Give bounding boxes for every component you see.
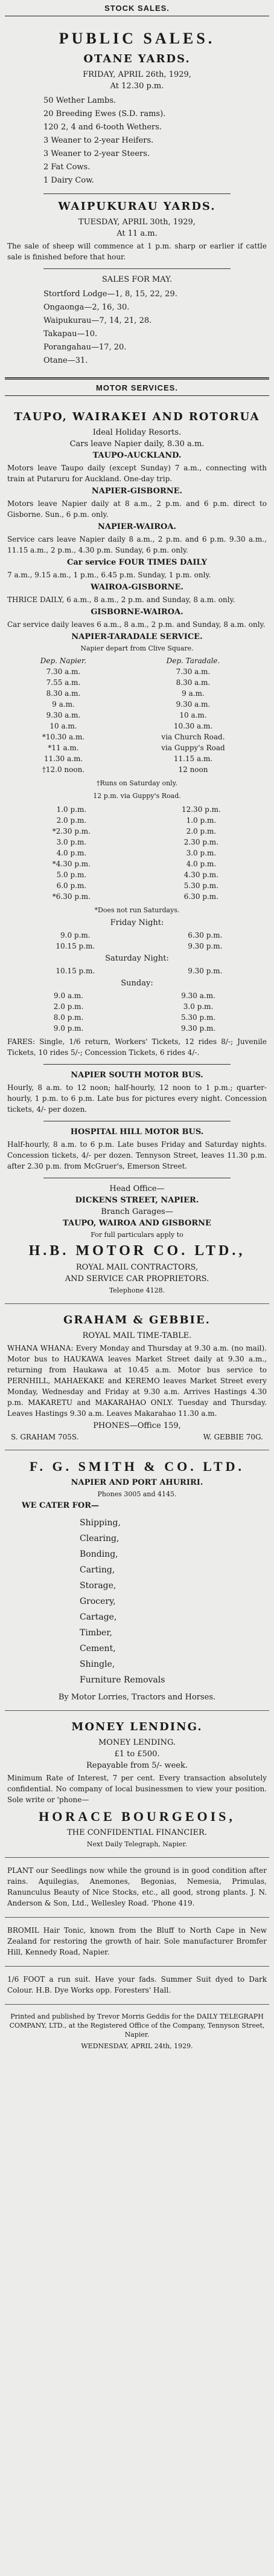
napier-gisborne-text: Motors leave Napier daily at 8 a.m., 2 p.m. and 6 p.m. direct to Gisborne. Sun., 6 p.m. only. — [7, 499, 267, 519]
service-item: Grocery, — [80, 1597, 116, 1606]
graham-gebbie-title: GRAHAM & GEBBIE. — [63, 1314, 211, 1326]
timetable-row: 8.0 p.m. 5.30 p.m. — [53, 1013, 216, 1022]
graham-phone-row — [11, 1433, 263, 1441]
hb-motor-phone: Telephone 4128. — [109, 1286, 165, 1294]
pm-timetable — [7, 804, 267, 902]
may-sale: Ongaonga—2, 16, 30. — [43, 303, 130, 312]
otane-yards-title: OTANE YARDS. — [83, 53, 191, 65]
timetable-row: 3.0 p.m. 2.30 p.m. — [56, 838, 219, 846]
taupo-auckland-head: TAUPO-AUCKLAND. — [92, 451, 182, 460]
smith-sub: NAPIER AND PORT AHURIRI. — [71, 1478, 203, 1487]
sunday-head: Sunday: — [121, 979, 153, 988]
napier-wairoa-head: NAPIER-WAIROA. — [98, 522, 176, 531]
saturday-guppy-note: 12 p.m. via Guppy's Road. — [93, 792, 181, 800]
service-car-proprietors: AND SERVICE CAR PROPRIETORS. — [65, 1274, 209, 1283]
seedlings-ad — [5, 1858, 269, 1918]
saturday-night-head: Saturday Night: — [105, 954, 169, 963]
may-sale: Takapau—10. — [43, 329, 98, 339]
public-sales-title: PUBLIC SALES. — [59, 30, 215, 47]
horace-address: Next Daily Telegraph, Napier. — [86, 1840, 188, 1848]
smith-motor-line: By Motor Lorries, Tractors and Horses. — [58, 1693, 216, 1702]
waipukurau-date: TUESDAY, APRIL 30th, 1929, — [78, 218, 196, 227]
timetable-row: 9.30 a.m. 10 a.m. — [46, 711, 207, 719]
timetable-row: 4.0 p.m. 3.0 p.m. — [56, 849, 217, 857]
may-sale: Waipukurau—7, 14, 21, 28. — [43, 316, 152, 325]
stock-entry: 50 Wether Lambs. — [43, 96, 116, 105]
branch-label: Branch Garages— — [101, 1207, 173, 1216]
service-item: Timber, — [80, 1628, 112, 1638]
graham-phones: PHONES—Office 159, — [93, 1421, 181, 1430]
money-lending-title: MONEY LENDING. — [71, 1721, 203, 1733]
timetable-row: 6.0 p.m. 5.30 p.m. — [56, 881, 219, 890]
saturday-note: †Runs on Saturday only. — [97, 779, 177, 787]
stock-entry: 3 Weaner to 2-year Heifers. — [43, 136, 154, 145]
timetable-row: 9.0 p.m. 6.30 p.m. — [60, 931, 223, 939]
timetable-row: †12.0 noon. 12 noon — [42, 765, 208, 774]
timetable-row: 9 a.m. 9.30 a.m. — [52, 700, 211, 709]
branch-list: TAUPO, WAIROA AND GISBORNE — [63, 1219, 211, 1228]
route-sub: Ideal Holiday Resorts. — [92, 428, 182, 437]
friday-night-head: Friday Night: — [110, 918, 164, 927]
gisborne-wairoa-head: GISBORNE-WAIROA. — [91, 608, 183, 617]
stock-entry: 120 2, 4 and 6-tooth Wethers. — [43, 123, 162, 132]
waipukurau-title: WAIPUKURAU YARDS. — [58, 200, 216, 213]
napier-south-text: Hourly, 8 a.m. to 12 noon; half-hourly, 12 noon to 1 p.m.; quarter-hourly, 1 p.m. to 6 p.m. Late bus for pictures every night. Concession tickets, 4/- per dozen. — [7, 1083, 267, 1114]
graham-gebbie-ad — [5, 1304, 269, 1450]
col-dep-napier: Dep. Napier. — [40, 657, 87, 665]
timetable-row: 7.55 a.m. 8.30 a.m. — [46, 678, 211, 687]
stock-sales-header: STOCK SALES. — [5, 0, 269, 16]
stock-entry: 1 Dairy Cow. — [43, 176, 94, 185]
gisborne-wairoa-text: Car service daily leaves 6 a.m., 8 a.m., 2 p.m. and Sunday, 8 a.m. only. — [7, 620, 266, 629]
four-times-text: 7 a.m., 9.15 a.m., 1 p.m., 6.45 p.m. Sunday, 1 p.m. only. — [7, 571, 211, 579]
stock-entry: 3 Weaner to 2-year Steers. — [43, 149, 150, 158]
timetable-row: 2.0 p.m. 3.0 p.m. — [53, 1002, 214, 1011]
divider — [43, 268, 231, 269]
timetable-row: 10 a.m. 10.30 a.m. — [49, 722, 213, 730]
col-dep-taradale: Dep. Taradale. — [166, 657, 220, 665]
gebbie-phone: W. GEBBIE 70G. — [203, 1433, 263, 1441]
smith-services — [7, 1515, 267, 1688]
four-times-head: Car service FOUR TIMES DAILY — [66, 558, 207, 567]
saturday-timetable — [7, 965, 267, 976]
fares-text: FARES: Single, 1/6 return, Workers' Tickets, 12 rides 8/-; Juvenile Tickets, 10 rides 5/-; Concession Tickets, 6 rides 4/-. — [7, 1037, 267, 1057]
may-sale: Otane—31. — [43, 356, 88, 365]
timetable-row: 11.30 a.m. 11.15 a.m. — [43, 754, 213, 763]
service-item: Shipping, — [80, 1518, 121, 1528]
napier-taradale-head: NAPIER-TARADALE SERVICE. — [71, 632, 203, 641]
stock-list — [7, 94, 267, 187]
stock-entry: 20 Breeding Ewes (S.D. rams). — [43, 109, 166, 118]
we-cater-for: WE CATER FOR— — [22, 1501, 100, 1510]
service-item: Cement, — [80, 1644, 116, 1653]
particulars-text: For full particulars apply to — [91, 1231, 183, 1239]
timetable-row: 1.0 p.m. 12.30 p.m. — [56, 805, 221, 814]
service-item: Carting, — [80, 1565, 115, 1575]
hb-motor-company: H.B. MOTOR CO. LTD., — [28, 1243, 246, 1259]
imprint-date: WEDNESDAY, APRIL 24th, 1929. — [81, 2042, 193, 2050]
graham-gebbie-text: WHANA WHANA: Every Monday and Thursday at 9.30 a.m. (no mail). Motor bus to HAUKAWA leaves Market Street daily at 9.30 a.m., returning from Haukawa at 10.45 a.m. Motor bus service to PERNHILL, MAHAEKAKE and KEREMO leaves Market Street every Monday, Wednesday and Friday at 9.30 a.m. Arrives Hastings 4.30 p.m. MAKARETU and MAKARAHAO ONLY. Tuesday and Thursday. Leaves Hastings 9.30 a.m. Leaves Makarahao 11.30 a.m. — [7, 1344, 267, 1418]
waipukurau-time: At 11 a.m. — [116, 229, 158, 238]
money-lending-ad — [5, 1711, 269, 1858]
friday-timetable — [7, 930, 267, 952]
hospital-hill-text: Half-hourly, 8 a.m. to 6 p.m. Late buses Friday and Saturday nights. Concession tickets, 4/- per dozen. Tennyson Street, leaves 11.30 p.m. after 2.30 p.m. from McGruer's, Emerson Street. — [7, 1140, 267, 1170]
service-item: Bonding, — [80, 1549, 118, 1559]
sale-time: At 12.30 p.m. — [110, 82, 164, 91]
sale-date: FRIDAY, APRIL 26th, 1929, — [83, 70, 191, 79]
bromil-ad — [5, 1918, 269, 1967]
taradale-timetable — [7, 655, 267, 775]
imprint — [5, 2005, 269, 2059]
timetable-row: 10.15 p.m. 9.30 p.m. — [56, 967, 223, 975]
route-head: TAUPO, WAIRAKEI AND ROTORUA — [14, 410, 260, 423]
seedlings-text: PLANT our Seedlings now while the ground is in good condition after rains. Aquilegias, Anemones, Begonias, Nemesia, Primulas, Ranunculus Beauty of Nice Stocks, etc., all good, strong plants. J. N. Anderson & Son, Ltd., Wellesley Road. 'Phone 419. — [7, 1866, 267, 1907]
public-sales-ad — [5, 21, 269, 378]
divider — [43, 193, 231, 194]
taupo-auckland-text: Motors leave Taupo daily (except Sunday) 7 a.m., connecting with train at Putaruru for Auckland. One-day trip. — [7, 464, 267, 483]
napier-south-head: NAPIER SOUTH MOTOR BUS. — [71, 1071, 203, 1080]
smith-title: F. G. SMITH & CO. LTD. — [30, 1459, 244, 1474]
timetable-row: *2.30 p.m. 2.0 p.m. — [52, 827, 217, 835]
may-sale: Porangahau—17, 20. — [43, 343, 127, 352]
timetable-row: 9.0 p.m. 9.30 p.m. — [53, 1024, 216, 1033]
stock-entry: 2 Fat Cows. — [43, 163, 91, 172]
timetable-row: 7.30 a.m. 7.30 a.m. — [46, 667, 211, 676]
service-item: Storage, — [80, 1581, 116, 1591]
wairoa-gisborne-text: THRICE DAILY, 6 a.m., 8 a.m., 2 p.m. and Sunday, 8 a.m. only. — [7, 595, 235, 604]
timetable-row: 10.15 p.m. 9.30 p.m. — [56, 942, 223, 950]
imprint-text: Printed and published by Trevor Morris Geddis for the DAILY TELEGRAPH COMPANY, LTD., at the Registered Office of the Company, Tennyson Street, Napier. — [9, 2013, 265, 2039]
money-lending-sub: MONEY LENDING. — [98, 1738, 176, 1747]
wairoa-gisborne-head: WAIROA-GISBORNE. — [91, 583, 183, 592]
timetable-row: *6.30 p.m. 6.30 p.m. — [52, 892, 219, 901]
hospital-hill-head: HOSPITAL HILL MOTOR BUS. — [70, 1127, 204, 1137]
smith-phones: Phones 3005 and 4145. — [97, 1490, 177, 1498]
timetable-row: *10.30 a.m. via Church Road. — [42, 733, 225, 741]
dye-works-ad — [5, 1967, 269, 2005]
smith-ad — [5, 1450, 269, 1711]
head-office-address: DICKENS STREET, NAPIER. — [75, 1196, 199, 1205]
service-item: Shingle, — [80, 1659, 115, 1669]
bromil-text: BROMIL Hair Tonic, known from the Bluff to North Cape in New Zealand for restoring the growth of hair. Sole manufacturer Bromfer Hill, Kennedy Road, Napier. — [7, 1926, 267, 1956]
napier-gisborne-head: NAPIER-GISBORNE. — [91, 487, 183, 496]
royal-mail-contractors: ROYAL MAIL CONTRACTORS, — [75, 1263, 199, 1272]
head-office-label: Head Office— — [109, 1184, 165, 1193]
dye-works-text: 1/6 FOOT a run suit. Have your fads. Summer Suit dyed to Dark Colour. H.B. Dye Works opp. Foresters' Hall. — [7, 1975, 267, 1994]
timetable-row: *4.30 p.m. 4.0 p.m. — [52, 860, 217, 868]
timetable-row: 5.0 p.m. 4.30 p.m. — [56, 871, 219, 879]
sunday-timetable — [7, 990, 267, 1034]
waipukurau-text: The sale of sheep will commence at 1 p.m. sharp or earlier if cattle sale is finished before that hour. — [7, 242, 267, 261]
service-item: Furniture Removals — [80, 1675, 165, 1685]
divider — [43, 1064, 231, 1065]
timetable-row: 2.0 p.m. 1.0 p.m. — [56, 816, 217, 825]
may-sales-list — [7, 288, 267, 368]
hb-motor-ad — [5, 401, 269, 1304]
timetable-row: 8.30 a.m. 9 a.m. — [46, 689, 205, 698]
napier-taradale-sub: Napier depart from Clive Square. — [80, 644, 194, 652]
money-amount: £1 to £500. — [114, 1750, 160, 1759]
royal-mail-timetable: ROYAL MAIL TIME-TABLE. — [82, 1331, 192, 1340]
not-saturday-note: *Does not run Saturdays. — [94, 906, 180, 914]
horace-title: HORACE BOURGEOIS, — [39, 1809, 235, 1824]
money-text: Minimum Rate of Interest, 7 per cent. Every transaction absolutely confidential. No company of local businessmen to view your position. Sole write or 'phone— — [7, 1774, 267, 1804]
money-repay: Repayable from 5/- week. — [86, 1761, 188, 1770]
service-item: Cartage, — [80, 1612, 117, 1622]
may-sale: Stortford Lodge—1, 8, 15, 22, 29. — [43, 290, 177, 299]
graham-phone: S. GRAHAM 705S. — [11, 1433, 79, 1441]
timetable-row: 9.0 a.m. 9.30 a.m. — [54, 991, 215, 1000]
service-item: Clearing, — [80, 1534, 119, 1543]
motor-services-header: MOTOR SERVICES. — [5, 378, 269, 396]
route-text: Cars leave Napier daily, 8.30 a.m. — [69, 440, 205, 449]
sales-for-may-head: SALES FOR MAY. — [101, 275, 173, 284]
horace-sub: THE CONFIDENTIAL FINANCIER. — [67, 1828, 207, 1837]
timetable-row: *11 a.m. via Guppy's Road — [48, 744, 225, 752]
napier-wairoa-text: Service cars leave Napier daily 8 a.m., 2 p.m. and 6 p.m. 9.30 a.m., 11.15 a.m., 2 p.m., 4.30 p.m. Sunday, 6 p.m. only. — [7, 535, 267, 554]
